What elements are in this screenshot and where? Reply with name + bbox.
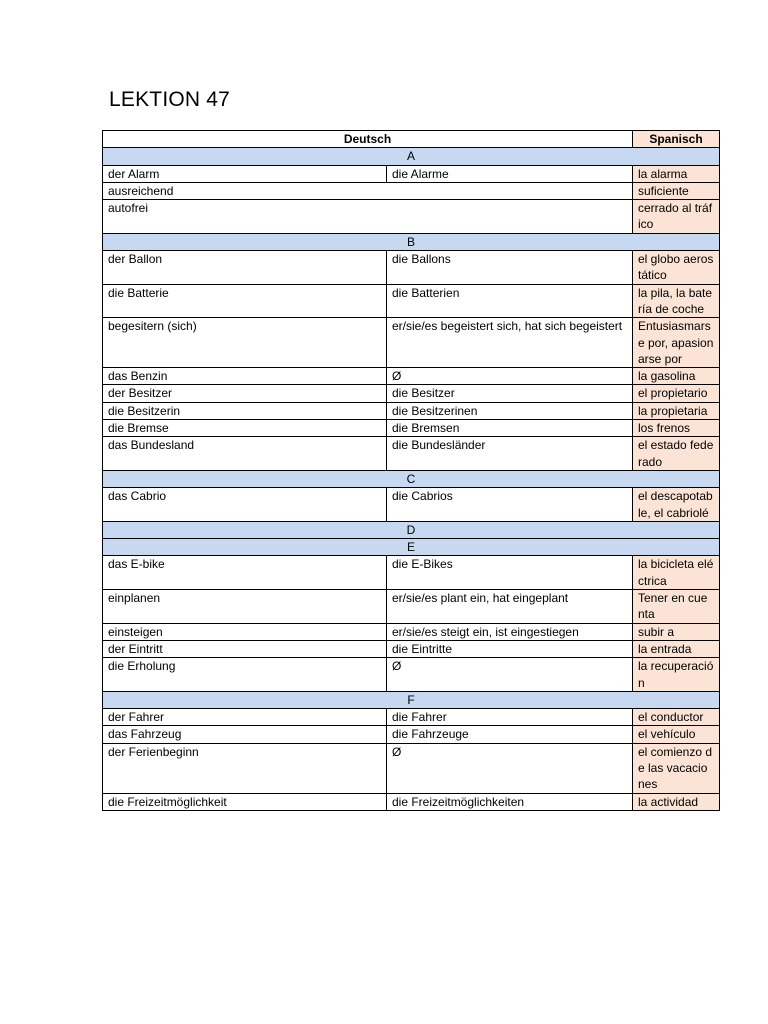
german-word: die Besitzerin bbox=[103, 402, 387, 419]
spanish-translation: Tener en cuenta bbox=[633, 590, 720, 624]
spanish-translation: la gasolina bbox=[633, 368, 720, 385]
section-letter-row bbox=[103, 233, 720, 250]
section-letter: D bbox=[103, 521, 720, 538]
german-word: der Ferienbeginn bbox=[103, 743, 387, 793]
german-plural-or-forms: er/sie/es steigt ein, ist eingestiegen bbox=[387, 623, 633, 640]
spanish-translation: la actividad bbox=[633, 793, 720, 810]
section-letter: E bbox=[103, 539, 720, 556]
vocab-row bbox=[103, 709, 720, 726]
spanish-translation: el comienzo de las vacaciones bbox=[633, 743, 720, 793]
vocab-row bbox=[103, 385, 720, 402]
vocab-row bbox=[103, 726, 720, 743]
spanish-translation: el conductor bbox=[633, 709, 720, 726]
spanish-translation: la bicicleta eléctrica bbox=[633, 556, 720, 590]
german-word: die Freizeitmöglichkeit bbox=[103, 793, 387, 810]
spanish-translation: el vehículo bbox=[633, 726, 720, 743]
vocab-row bbox=[103, 640, 720, 657]
german-word: die Batterie bbox=[103, 284, 387, 318]
spanish-translation: los frenos bbox=[633, 420, 720, 437]
spanish-translation: cerrado al tráfico bbox=[633, 200, 720, 234]
section-letter-row bbox=[103, 691, 720, 708]
vocab-row bbox=[103, 182, 720, 199]
spanish-translation: la entrada bbox=[633, 640, 720, 657]
page-title: LEKTION 47 bbox=[109, 88, 231, 111]
german-word: einsteigen bbox=[103, 623, 387, 640]
vocab-row bbox=[103, 743, 720, 793]
vocab-row bbox=[103, 200, 720, 234]
german-word: ausreichend bbox=[103, 182, 633, 199]
spanish-translation: Entusiasmarse por, apasionarse por bbox=[633, 318, 720, 368]
vocab-row bbox=[103, 793, 720, 810]
vocab-row bbox=[103, 556, 720, 590]
german-word: die Erholung bbox=[103, 658, 387, 692]
german-plural-or-forms: die Ballons bbox=[387, 251, 633, 285]
german-plural-or-forms: die Fahrer bbox=[387, 709, 633, 726]
spanish-translation: el propietario bbox=[633, 385, 720, 402]
german-word: die Bremse bbox=[103, 420, 387, 437]
spanish-translation: la recuperación bbox=[633, 658, 720, 692]
spanish-translation: el estado federado bbox=[633, 437, 720, 471]
vocab-row bbox=[103, 420, 720, 437]
spanish-translation: suficiente bbox=[633, 182, 720, 199]
german-plural-or-forms: die Fahrzeuge bbox=[387, 726, 633, 743]
header-spanisch: Spanisch bbox=[633, 131, 720, 148]
section-letter-row bbox=[103, 539, 720, 556]
german-plural-or-forms: die Besitzerinen bbox=[387, 402, 633, 419]
vocab-row bbox=[103, 437, 720, 471]
header-row bbox=[103, 131, 720, 148]
german-plural-or-forms: die Batterien bbox=[387, 284, 633, 318]
german-plural-or-forms: die E-Bikes bbox=[387, 556, 633, 590]
section-letter-row bbox=[103, 470, 720, 487]
german-plural-or-forms: die Cabrios bbox=[387, 488, 633, 522]
spanish-translation: subir a bbox=[633, 623, 720, 640]
german-word: der Ballon bbox=[103, 251, 387, 285]
german-plural-or-forms: Ø bbox=[387, 743, 633, 793]
german-word: der Alarm bbox=[103, 165, 387, 182]
vocab-row bbox=[103, 368, 720, 385]
vocabulary-table-body bbox=[103, 131, 720, 811]
spanish-translation: el globo aerostático bbox=[633, 251, 720, 285]
german-word: autofrei bbox=[103, 200, 633, 234]
vocab-row bbox=[103, 284, 720, 318]
section-letter: B bbox=[103, 233, 720, 250]
vocab-row bbox=[103, 623, 720, 640]
german-plural-or-forms: die Alarme bbox=[387, 165, 633, 182]
german-plural-or-forms: die Besitzer bbox=[387, 385, 633, 402]
vocab-row bbox=[103, 251, 720, 285]
german-plural-or-forms: er/sie/es plant ein, hat eingeplant bbox=[387, 590, 633, 624]
section-letter: F bbox=[103, 691, 720, 708]
spanish-translation: la alarma bbox=[633, 165, 720, 182]
german-plural-or-forms: die Bundesländer bbox=[387, 437, 633, 471]
german-plural-or-forms: Ø bbox=[387, 368, 633, 385]
vocab-row bbox=[103, 590, 720, 624]
section-letter: C bbox=[103, 470, 720, 487]
german-plural-or-forms: die Eintritte bbox=[387, 640, 633, 657]
german-word: das Fahrzeug bbox=[103, 726, 387, 743]
spanish-translation: la pila, la batería de coche bbox=[633, 284, 720, 318]
vocab-row bbox=[103, 165, 720, 182]
german-word: das Benzin bbox=[103, 368, 387, 385]
vocab-row bbox=[103, 318, 720, 368]
header-deutsch: Deutsch bbox=[103, 131, 633, 148]
german-plural-or-forms: Ø bbox=[387, 658, 633, 692]
german-word: begesitern (sich) bbox=[103, 318, 387, 368]
vocab-row bbox=[103, 402, 720, 419]
vocab-row bbox=[103, 488, 720, 522]
section-letter-row bbox=[103, 148, 720, 165]
german-word: das Bundesland bbox=[103, 437, 387, 471]
german-word: das Cabrio bbox=[103, 488, 387, 522]
german-plural-or-forms: die Bremsen bbox=[387, 420, 633, 437]
vocab-row bbox=[103, 658, 720, 692]
german-word: der Besitzer bbox=[103, 385, 387, 402]
german-plural-or-forms: er/sie/es begeistert sich, hat sich begeistert bbox=[387, 318, 633, 368]
german-word: das E-bike bbox=[103, 556, 387, 590]
german-word: einplanen bbox=[103, 590, 387, 624]
spanish-translation: el descapotable, el cabriolé bbox=[633, 488, 720, 522]
vocabulary-table bbox=[102, 130, 720, 811]
section-letter: A bbox=[103, 148, 720, 165]
german-plural-or-forms: die Freizeitmöglichkeiten bbox=[387, 793, 633, 810]
german-word: der Eintritt bbox=[103, 640, 387, 657]
spanish-translation: la propietaria bbox=[633, 402, 720, 419]
german-word: der Fahrer bbox=[103, 709, 387, 726]
section-letter-row bbox=[103, 521, 720, 538]
